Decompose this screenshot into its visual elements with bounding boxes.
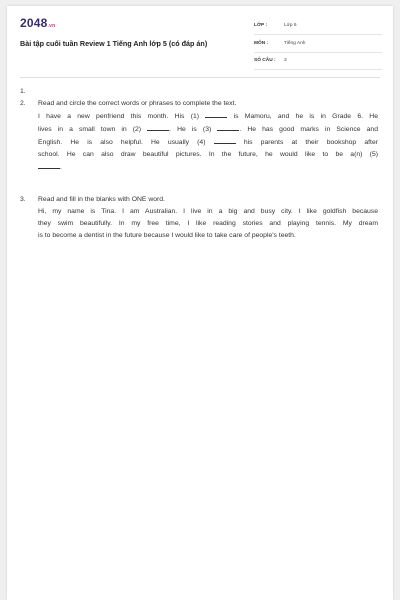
logo-suffix: .vn [47, 23, 56, 29]
question-number: 3. [20, 196, 26, 203]
document-title: Bài tập cuối tuần Review 1 Tiếng Anh lớp 5 (có đáp án) [20, 39, 208, 48]
text-line: I have a new penfriend this month. His (1) is Mamoru, and he is in Grade 6. He [38, 110, 378, 123]
text-line: is to become a dentist in the future because I would like to take care of people's teeth. [38, 232, 296, 239]
answer-blank[interactable] [38, 161, 60, 169]
answer-blank[interactable] [205, 110, 227, 118]
question-number: 2. [20, 100, 26, 107]
meta-table [254, 20, 382, 73]
meta-label: LỚP : [254, 23, 268, 28]
text-line: they swim beautifully. In my free time, I like reading stories and playing tennis. My dream [38, 220, 378, 227]
meta-value: 3 [284, 58, 287, 63]
text-line: English. He is also helpful. He usually (4) his parents at their bookshop after [38, 136, 378, 149]
text-line: lives in a small town in (2) . He is (3) . He has good marks in Science and [38, 123, 378, 136]
text-line: school. He can also draw beautiful pictures. In the future, he would like to be a(n) (5) [38, 151, 378, 158]
site-logo[interactable] [20, 16, 55, 30]
meta-row-count [254, 55, 382, 70]
meta-value: Tiếng Anh [284, 40, 306, 46]
question-instruction: Read and circle the correct words or phrases to complete the text. [38, 100, 237, 107]
answer-blank[interactable] [147, 123, 169, 131]
text-line: Hi, my name is Tina. I am Australian. I live in a big and busy city. I like goldfish because [38, 208, 378, 215]
meta-value: Lớp 5 [284, 23, 297, 28]
header-divider [20, 77, 380, 78]
document-page [7, 6, 393, 600]
meta-label: SỐ CÂU : [254, 58, 276, 63]
question-body [38, 98, 378, 174]
logo-text: 2048 [20, 16, 48, 30]
question-body [38, 194, 378, 242]
meta-label: MÔN : [254, 40, 269, 46]
question-instruction: Read and fill in the blanks with ONE word. [38, 196, 165, 203]
answer-blank[interactable] [217, 123, 239, 131]
meta-row-class [254, 20, 382, 35]
answer-blank[interactable] [214, 136, 236, 144]
question-number: 1. [20, 88, 26, 95]
text-line: . [38, 161, 378, 174]
meta-row-subject [254, 38, 382, 53]
